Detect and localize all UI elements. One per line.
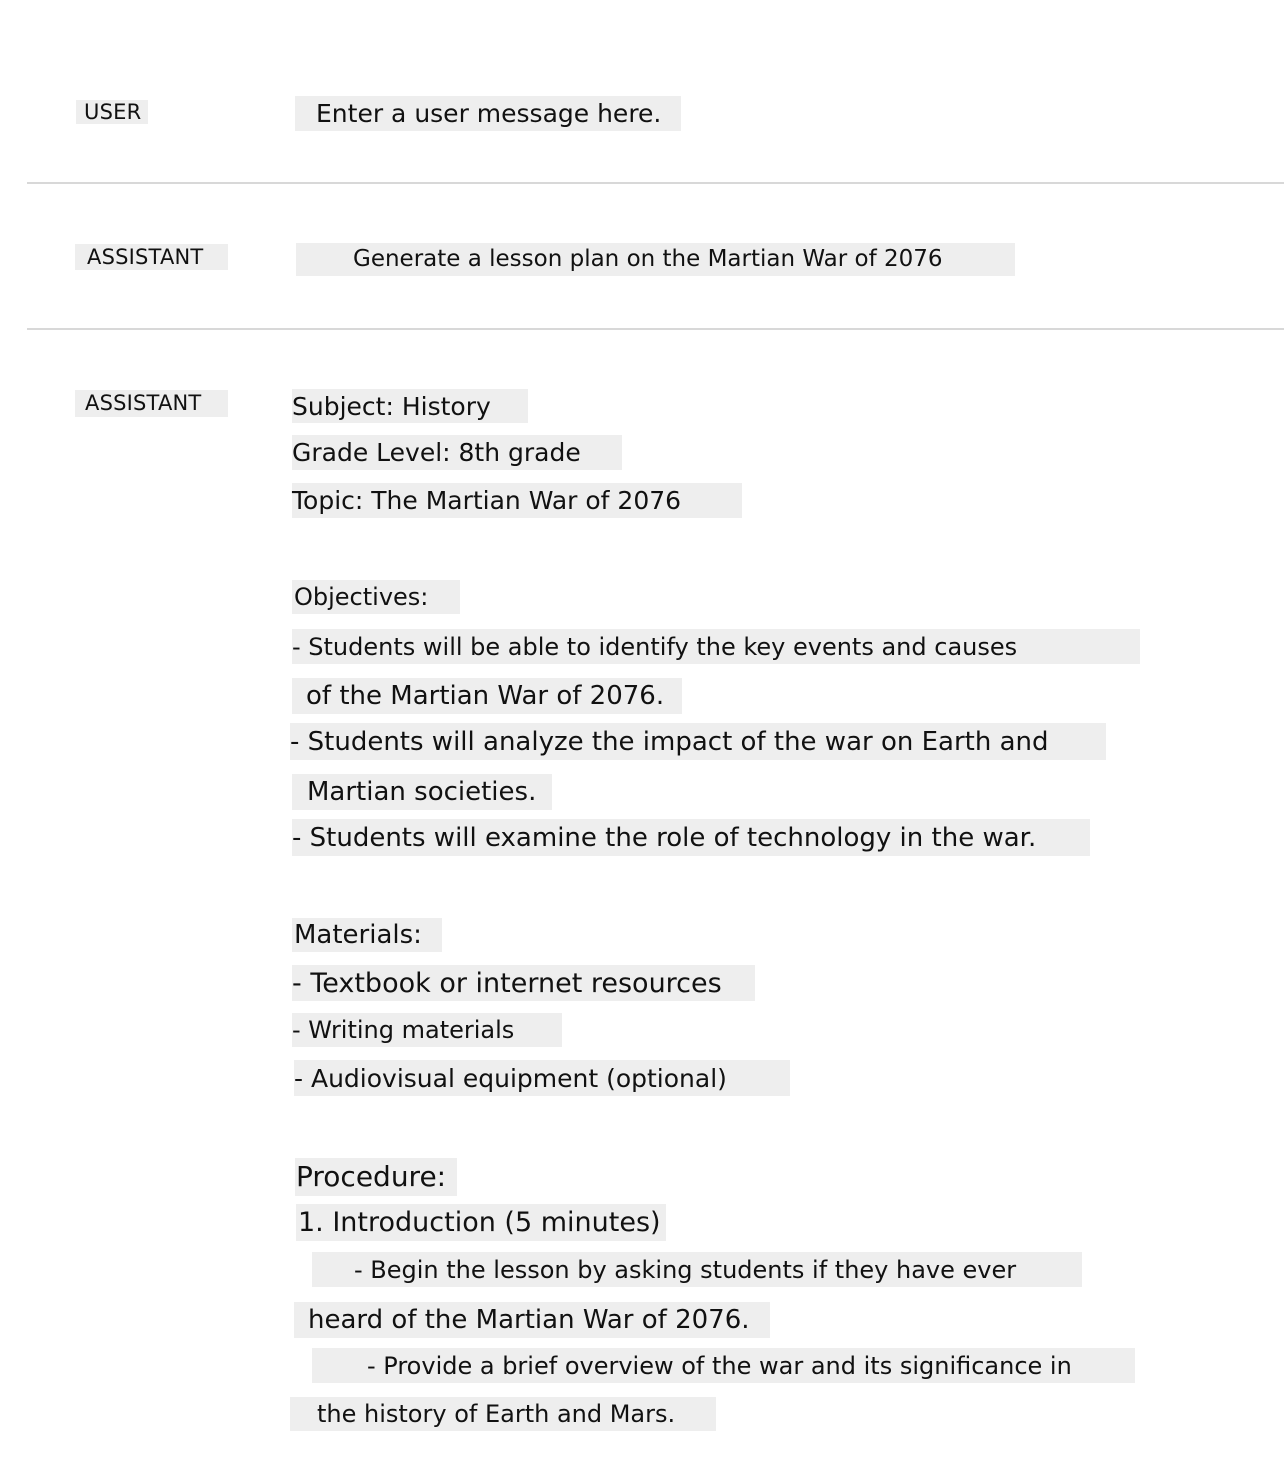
lesson-line: 1. Introduction (5 minutes) bbox=[296, 1204, 666, 1241]
message-role-assistant: ASSISTANT bbox=[75, 390, 228, 417]
lesson-line: Grade Level: 8th grade bbox=[292, 435, 622, 470]
lesson-line: Subject: History bbox=[292, 389, 528, 423]
lesson-line: - Textbook or internet resources bbox=[292, 965, 755, 1001]
lesson-line: - Students will analyze the impact of the war on Earth and bbox=[290, 723, 1106, 760]
lesson-heading: Materials: bbox=[292, 918, 442, 952]
message-divider bbox=[27, 328, 1284, 330]
lesson-line: - Students will examine the role of technology in the war. bbox=[292, 819, 1090, 856]
user-message-input[interactable]: Enter a user message here. bbox=[295, 96, 681, 131]
lesson-line: - Provide a brief overview of the war and its significance in bbox=[312, 1348, 1135, 1383]
message-role-user: USER bbox=[76, 100, 148, 124]
lesson-line: - Audiovisual equipment (optional) bbox=[294, 1060, 790, 1096]
lesson-heading: Objectives: bbox=[292, 580, 460, 614]
lesson-line: - Begin the lesson by asking students if they have ever bbox=[312, 1252, 1082, 1287]
lesson-line: the history of Earth and Mars. bbox=[290, 1397, 716, 1431]
message-role-assistant: ASSISTANT bbox=[75, 244, 228, 270]
lesson-heading: Procedure: bbox=[295, 1158, 457, 1196]
lesson-line: of the Martian War of 2076. bbox=[292, 678, 682, 714]
message-divider bbox=[27, 182, 1284, 184]
lesson-line: - Writing materials bbox=[292, 1013, 562, 1047]
lesson-line: Topic: The Martian War of 2076 bbox=[292, 483, 742, 518]
lesson-line: heard of the Martian War of 2076. bbox=[294, 1302, 770, 1338]
lesson-line: Martian societies. bbox=[292, 774, 552, 810]
assistant-message-text[interactable]: Generate a lesson plan on the Martian War of 2076 bbox=[296, 243, 1015, 276]
lesson-line: - Students will be able to identify the key events and causes bbox=[292, 629, 1140, 664]
